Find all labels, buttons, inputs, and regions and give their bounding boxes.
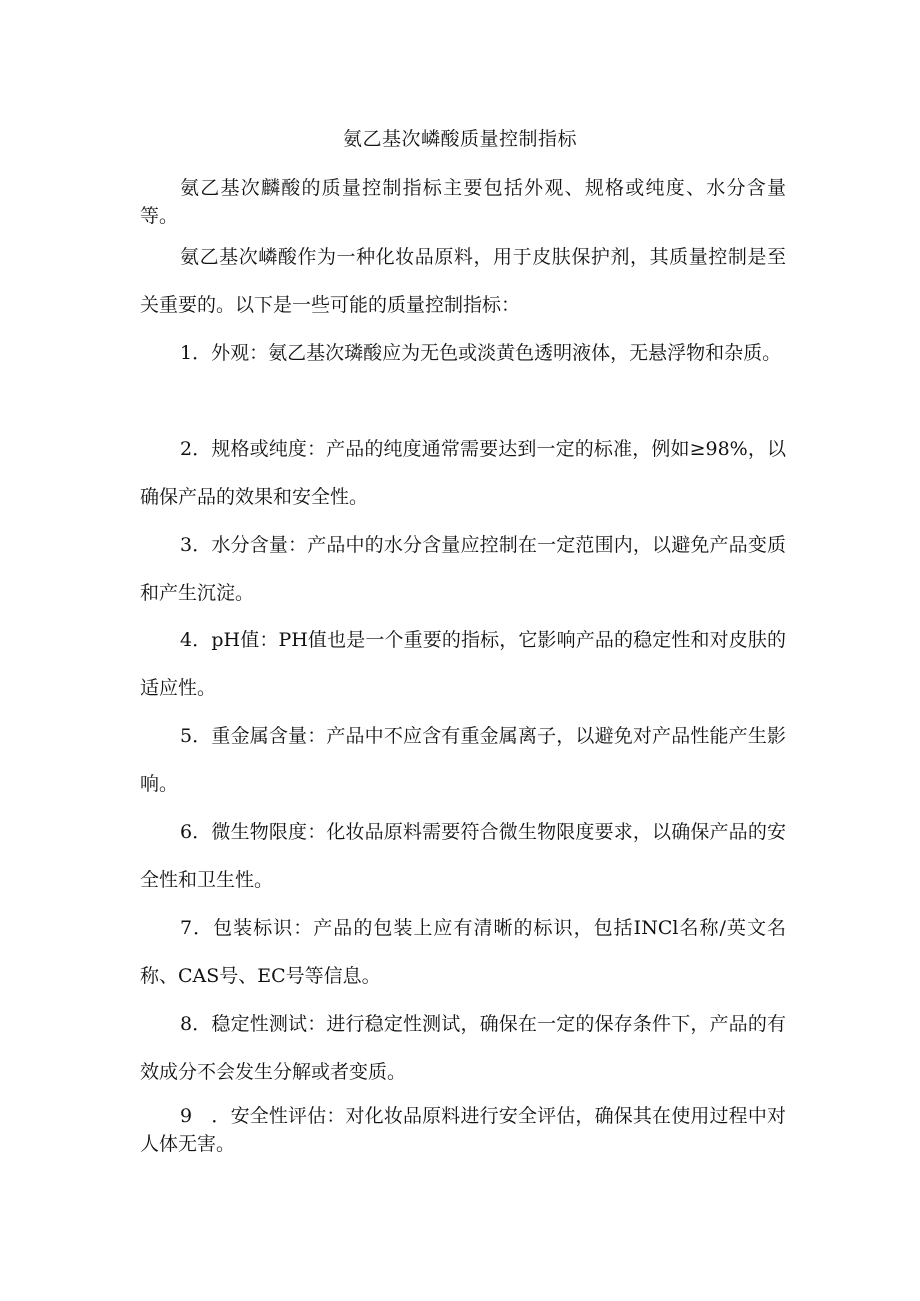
item-appearance: 1．外观：氨乙基次璘酸应为无色或淡黄色透明液体，无悬浮物和杂质。 (180, 342, 782, 364)
item-moisture: 3．水分含量：产品中的水分含量应控制在一定范围内，以避免产品变质和产生沉淀。 (140, 534, 786, 604)
item-stability-test: 8．稳定性测试：进行稳定性测试，确保在一定的保存条件下，产品的有效成分不会发生分解或者变质。 (140, 1013, 786, 1083)
item-packaging-label: 7．包装标识：产品的包装上应有清晰的标识，包括INCl名称/英文名称、CAS号、EC号等信息。 (140, 917, 786, 987)
document-title: 氨乙基次嶙酸质量控制指标 (342, 128, 577, 150)
item-heavy-metals: 5．重金属含量：产品中不应含有重金属离子，以避免对产品性能产生影响。 (140, 725, 786, 795)
item-microbial-limits: 6．微生物限度：化妆品原料需要符合微生物限度要求，以确保产品的安全性和卫生性。 (140, 821, 786, 891)
item-safety-assessment: 9 ．安全性评估：对化妆品原料进行安全评估，确保其在使用过程中对人体无害。 (140, 1105, 786, 1155)
intro-paragraph: 氨乙基次麟酸的质量控制指标主要包括外观、规格或纯度、水分含量等。 (140, 177, 786, 227)
item-ph: 4．pH值：PH值也是一个重要的指标，它影响产品的稳定性和对皮肤的适应性。 (140, 629, 786, 699)
item-purity: 2．规格或纯度：产品的纯度通常需要达到一定的标准，例如≥98%，以确保产品的效果和安全性。 (140, 438, 786, 508)
context-paragraph: 氨乙基次嶙酸作为一种化妆品原料，用于皮肤保护剂，其质量控制是至关重要的。以下是一些可能的质量控制指标： (140, 246, 786, 316)
